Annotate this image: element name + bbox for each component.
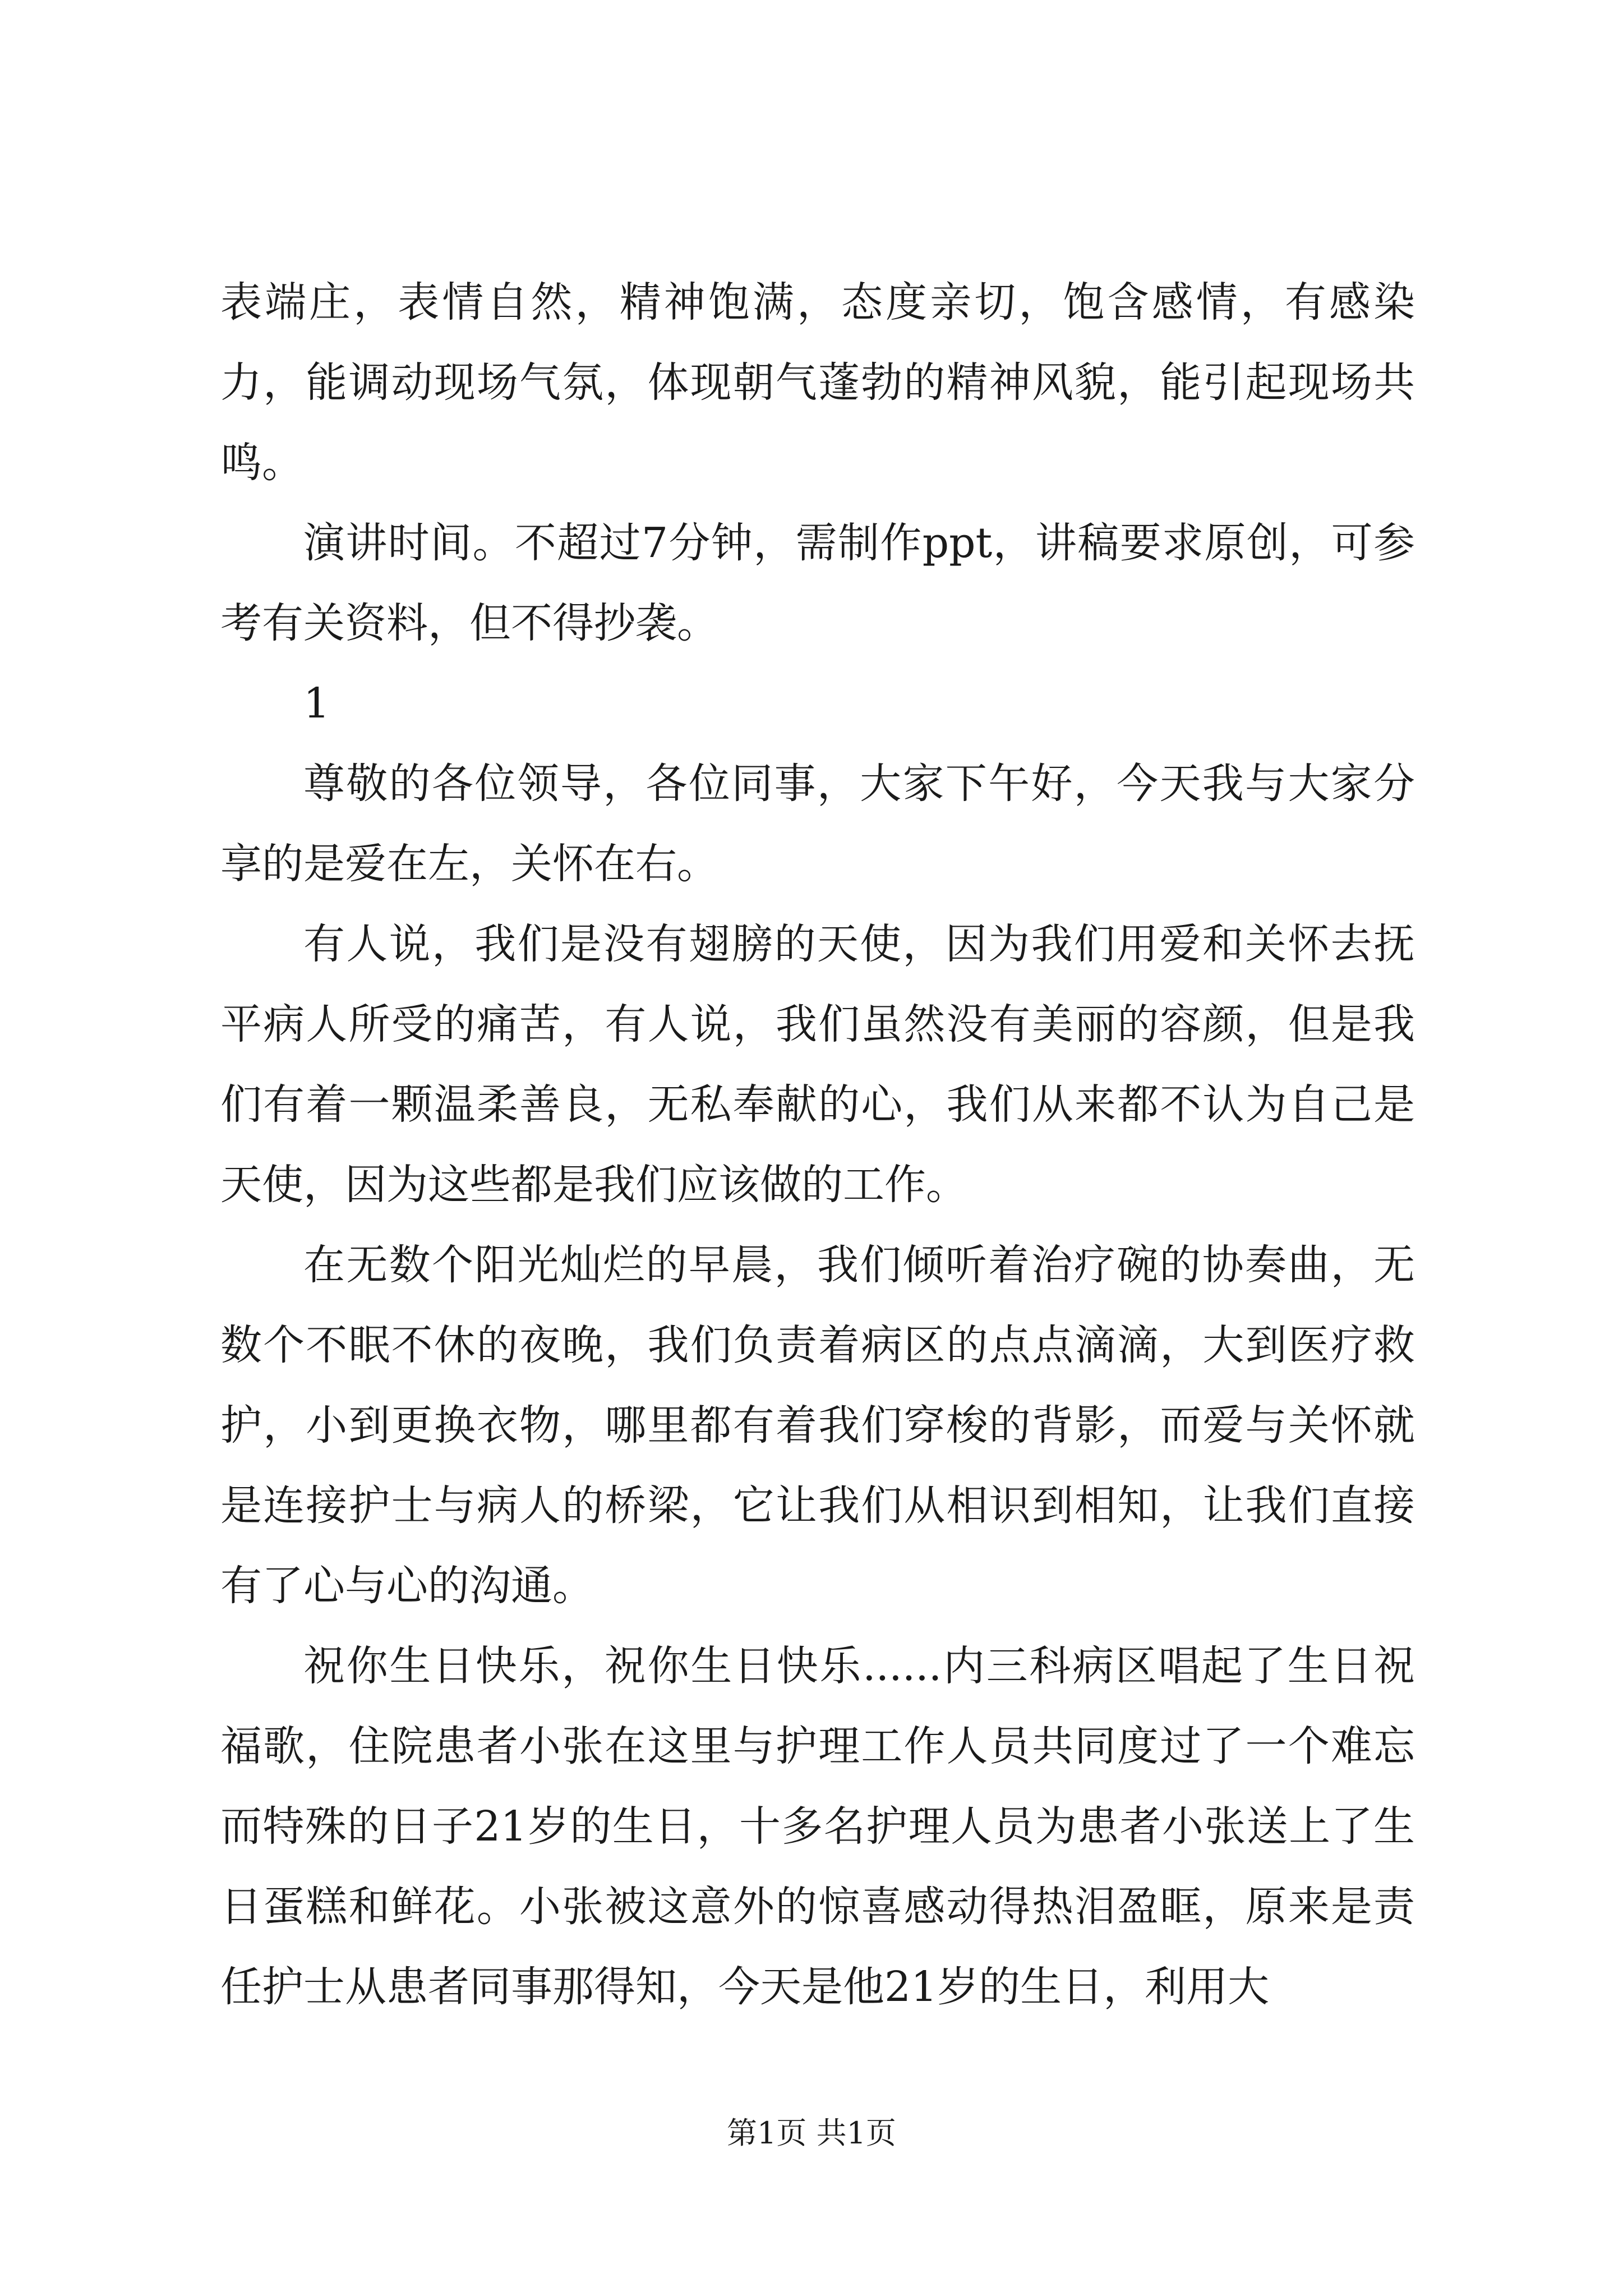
page-footer: [0, 2109, 1623, 2152]
section-number: 1: [303, 679, 330, 728]
document-body: [220, 263, 1415, 2027]
paragraph-2: 演讲时间。不超过7分钟，需制作ppt，讲稿要求原创，可参考有关资料，但不得抄袭。: [220, 519, 1415, 647]
page-number-label: 第1页 共1页: [727, 2115, 896, 2151]
paragraph-6: 祝你生日快乐，祝你生日快乐......内三科病区唱起了生日祝福歌，住院患者小张在这里与护理工作人员共同度过了一个难忘而特殊的日子21岁的生日，十多名护理人员为患者小张送上了生日蛋糕和鲜花。小张被这意外的惊喜感动得热泪盈眶，原来是责任护士从患者同事那得知，今天是他21岁的生日，利用大: [220, 1642, 1415, 2011]
paragraph-4: 有人说，我们是没有翅膀的天使，因为我们用爱和关怀去抚平病人所受的痛苦，有人说，我们虽然没有美丽的容颜，但是我们有着一颗温柔善良，无私奉献的心，我们从来都不认为自己是天使，因为这些都是我们应该做的工作。: [220, 920, 1415, 1209]
paragraph-5: 在无数个阳光灿烂的早晨，我们倾听着治疗碗的协奏曲，无数个不眠不休的夜晚，我们负责着病区的点点滴滴，大到医疗救护，小到更换衣物，哪里都有着我们穿梭的背影，而爱与关怀就是连接护士与病人的桥梁，它让我们从相识到相知，让我们直接有了心与心的沟通。: [220, 1241, 1415, 1610]
paragraph-3: 尊敬的各位领导，各位同事，大家下午好，今天我与大家分享的是爱在左，关怀在右。: [220, 760, 1415, 888]
paragraph-1: 表端庄，表情自然，精神饱满，态度亲切，饱含感情，有感染力，能调动现场气氛，体现朝气蓬勃的精神风貌，能引起现场共鸣。: [220, 278, 1415, 487]
